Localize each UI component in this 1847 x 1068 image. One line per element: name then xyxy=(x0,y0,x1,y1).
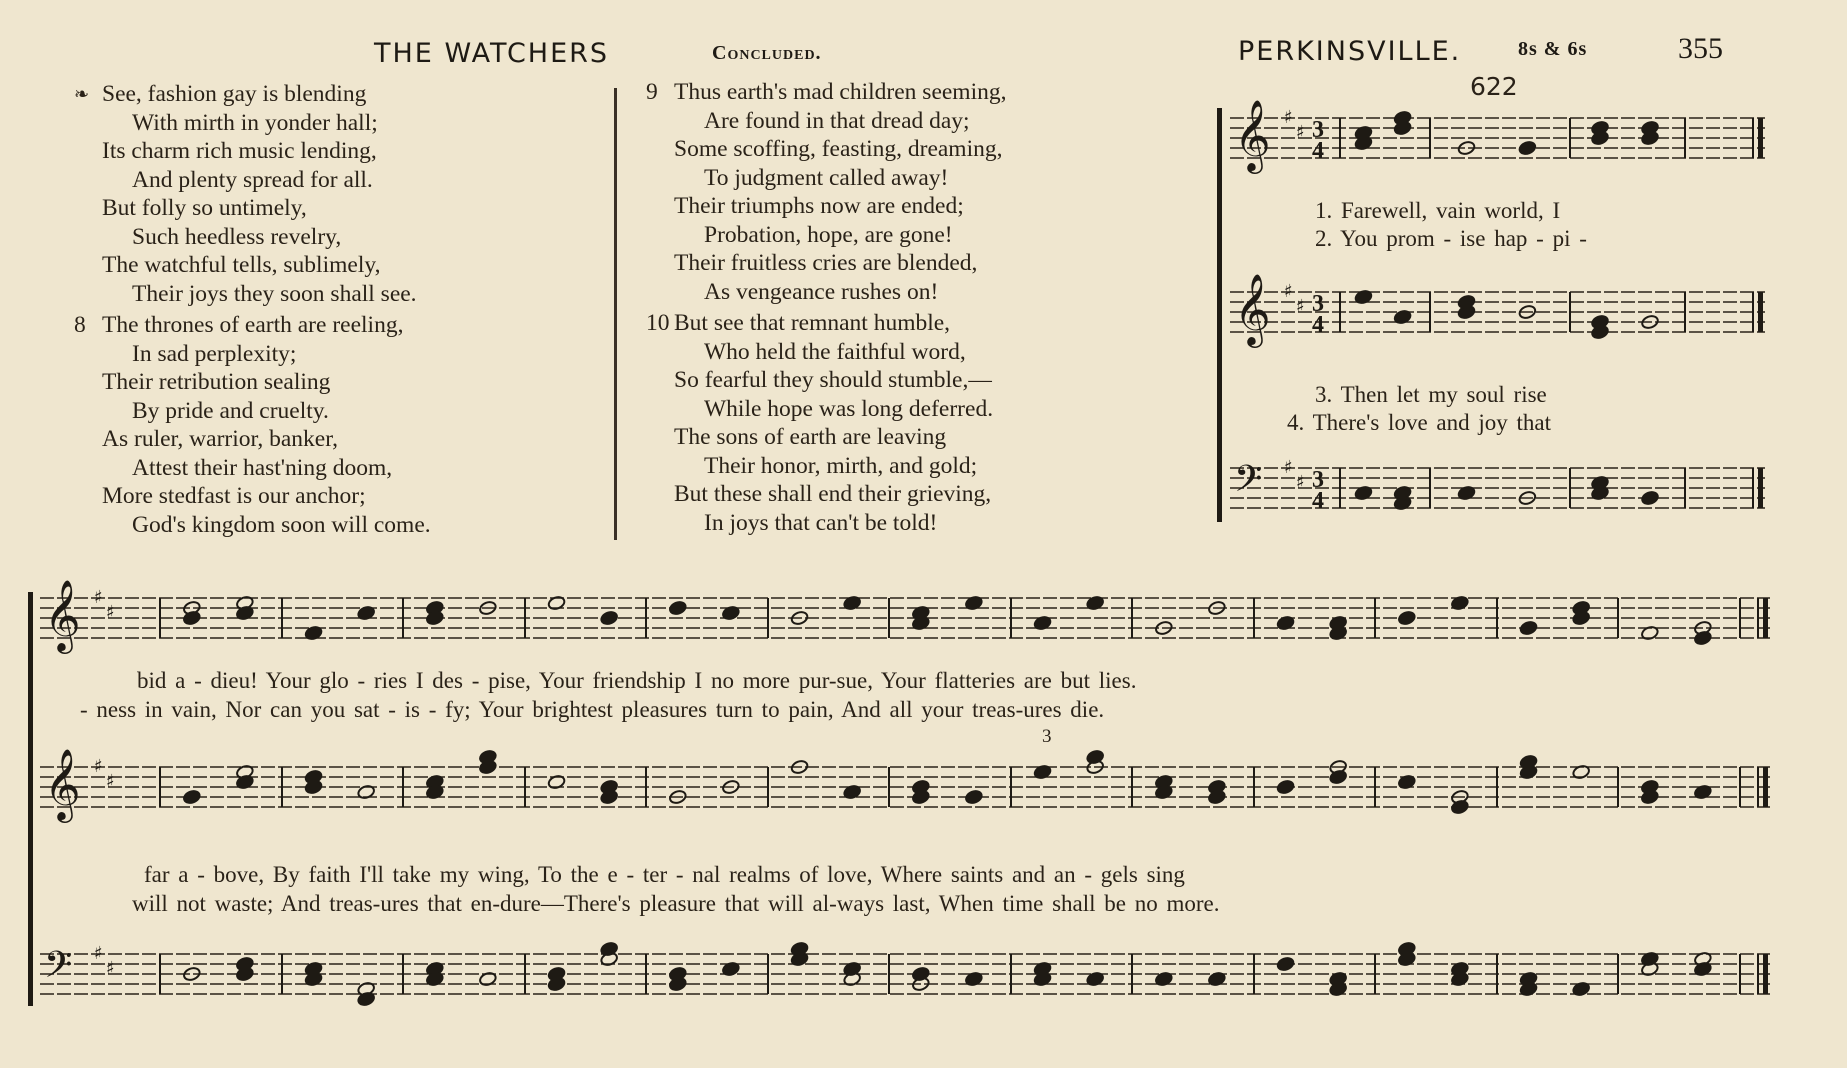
verse-line: Their triumphs now are ended; xyxy=(674,193,964,219)
verse-line: Their joys they soon shall see. xyxy=(132,280,417,307)
upper-staff-alto xyxy=(1230,262,1765,360)
stanza-number: 10 xyxy=(646,310,670,336)
verse-line: To judgment called away! xyxy=(704,164,949,191)
sharp-icon: ♯ xyxy=(106,602,115,623)
final-bar-thick xyxy=(1758,292,1763,332)
verse-line: Probation, hope, are gone! xyxy=(704,221,953,248)
time-signature-bottom: 4 xyxy=(1312,488,1324,514)
note-head xyxy=(964,789,983,805)
treble-clef-icon: 𝄞 xyxy=(1234,272,1271,345)
verse-line: Their fruitless cries are blended, xyxy=(674,250,978,276)
hymn-title: THE WATCHERS xyxy=(374,38,610,69)
hymn-subtitle: Concluded. xyxy=(712,42,822,64)
final-bar-thick xyxy=(1758,468,1763,508)
lyric-verse-4: 4. There's love and joy that xyxy=(1287,410,1551,435)
verse-line: With mirth in yonder hall; xyxy=(132,109,378,136)
sharp-icon: ♯ xyxy=(94,587,103,608)
note-head xyxy=(1397,610,1416,626)
column-divider xyxy=(614,88,617,540)
time-signature-top: 3 xyxy=(1312,467,1324,493)
verse-line: The sons of earth are leaving xyxy=(674,424,947,450)
stanza-number: 8 xyxy=(74,312,86,338)
sharp-icon: ♯ xyxy=(1296,296,1305,317)
sharp-icon: ♯ xyxy=(1284,281,1293,302)
verse-line: The thrones of earth are reeling, 8 xyxy=(74,312,404,338)
stanza xyxy=(646,78,1007,306)
verse-line: More stedfast is our anchor; xyxy=(102,483,366,509)
lower-staff-treble xyxy=(40,578,1770,660)
treble-clef-icon: 𝄞 xyxy=(44,578,81,651)
verse-line: In sad perplexity; xyxy=(132,340,297,367)
treble-clef-icon: 𝄞 xyxy=(1234,100,1271,171)
lyric-row-1: bid a - dieu! Your glo - ries I des - pise, Your friendship I no more pur-sue, Your flatteries are but lies. xyxy=(137,668,1137,693)
time-signature-top: 3 xyxy=(1312,291,1324,317)
verse-line: But see that remnant humble, 10 xyxy=(646,310,951,336)
hymn-text-column-left xyxy=(74,80,431,539)
sharp-icon: ♯ xyxy=(1296,472,1305,493)
stanza-number: ❧ xyxy=(74,84,90,104)
lyric-verse-3: 3. Then let my soul rise xyxy=(1315,382,1547,407)
verse-line: Their retribution sealing xyxy=(102,369,331,395)
bass-clef-icon: 𝄢 xyxy=(44,944,73,995)
final-bar-thick xyxy=(1758,118,1763,158)
verse-line: But these shall end their grieving, xyxy=(674,481,992,507)
lyric-row-2: - ness in vain, Nor can you sat - is - fy; Your brightest pleasures turn to pain, And all your treas-ures die. xyxy=(80,697,1105,722)
upper-staff-bass xyxy=(1230,448,1765,528)
verse-line: The watchful tells, sublimely, xyxy=(102,252,381,278)
sharp-icon: ♯ xyxy=(1284,457,1293,478)
note-head xyxy=(1276,956,1295,972)
hymn-text-column-right xyxy=(646,78,1007,537)
verse-line: By pride and cruelty. xyxy=(132,397,329,424)
time-signature-top: 3 xyxy=(1312,117,1324,143)
page-number: 355 xyxy=(1678,32,1723,65)
final-bar-thick xyxy=(1763,954,1768,994)
note-head xyxy=(668,600,687,616)
verse-line: So fearful they should stumble,— xyxy=(674,367,992,393)
triplet-mark: 3 xyxy=(1042,726,1052,747)
verse-line: God's kingdom soon will come. xyxy=(132,511,431,538)
stanza xyxy=(74,311,431,539)
sharp-icon: ♯ xyxy=(94,756,103,777)
final-bar-thick xyxy=(1763,767,1768,807)
tune-number: 622 xyxy=(1470,72,1518,101)
verse-line: As ruler, warrior, banker, xyxy=(102,426,338,452)
sharp-icon: ♯ xyxy=(94,943,103,964)
note-head xyxy=(182,789,201,805)
note-head xyxy=(1518,140,1537,156)
verse-line: Some scoffing, feasting, dreaming, xyxy=(674,136,1003,162)
score-bracket-lower xyxy=(28,592,33,1006)
lower-staff-alto xyxy=(40,735,1770,847)
sharp-icon: ♯ xyxy=(106,771,115,792)
time-signature-bottom: 4 xyxy=(1312,312,1324,338)
lower-staff-bass xyxy=(40,932,1770,1012)
final-bar-thick xyxy=(1763,598,1768,638)
verse-line: See, fashion gay is blending ❧ xyxy=(74,81,367,107)
verse-line: But folly so untimely, xyxy=(102,195,307,221)
meter-label: 8s & 6s xyxy=(1518,38,1588,60)
score-bracket-upper xyxy=(1217,108,1222,522)
tune-title: PERKINSVILLE. xyxy=(1238,36,1462,67)
bass-clef-icon: 𝄢 xyxy=(1234,458,1263,509)
note-head xyxy=(1641,490,1660,506)
lyric-verse-2: 2. You prom - ise hap - pi - xyxy=(1315,226,1587,251)
verse-line: Thus earth's mad children seeming, 9 xyxy=(646,79,1007,105)
verse-line: And plenty spread for all. xyxy=(132,166,373,193)
treble-clef-icon: 𝄞 xyxy=(44,747,81,820)
note-head xyxy=(600,610,619,626)
sharp-icon: ♯ xyxy=(1284,107,1293,128)
lyric-row-4: will not waste; And treas-ures that en-dure—There's pleasure that will al-ways last, When time shall be no more. xyxy=(132,891,1220,916)
note-head xyxy=(1276,779,1295,795)
verse-line: While hope was long deferred. xyxy=(704,395,994,422)
verse-line: Attest their hast'ning doom, xyxy=(132,454,393,481)
verse-line: Its charm rich music lending, xyxy=(102,138,377,164)
lyric-verse-1: 1. Farewell, vain world, I xyxy=(1315,198,1561,223)
note-head xyxy=(1457,140,1476,156)
upper-staff-treble xyxy=(1230,100,1765,180)
verse-line: Who held the faithful word, xyxy=(704,338,966,365)
verse-line: Are found in that dread day; xyxy=(704,107,970,134)
note-head xyxy=(182,966,201,982)
sharp-icon: ♯ xyxy=(1296,122,1305,143)
verse-line: Their honor, mirth, and gold; xyxy=(704,452,978,479)
verse-line: As vengeance rushes on! xyxy=(704,278,939,305)
verse-line: In joys that can't be told! xyxy=(704,509,938,536)
time-signature-bottom: 4 xyxy=(1312,138,1324,164)
verse-line: Such heedless revelry, xyxy=(132,223,342,250)
sharp-icon: ♯ xyxy=(106,958,115,979)
stanza-number: 9 xyxy=(646,79,658,105)
lyric-row-3: far a - bove, By faith I'll take my wing, To the e - ter - nal realms of love, Where saints and an - gels sing xyxy=(144,862,1185,887)
stanza xyxy=(74,80,431,308)
note-head xyxy=(1519,620,1538,636)
stanza xyxy=(646,309,1007,537)
